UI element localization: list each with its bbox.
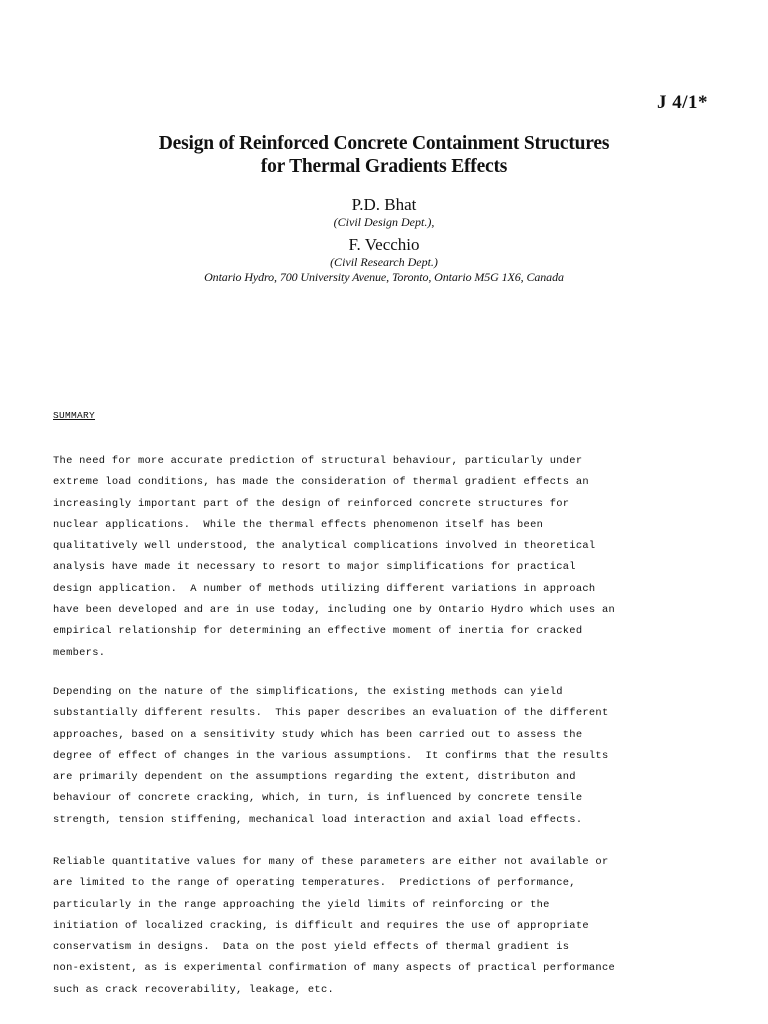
text-line: non-existent, as is experimental confirmation of many aspects of practical performance — [53, 962, 616, 975]
paper-title-line-1: Design of Reinforced Concrete Containment Structures — [158, 133, 610, 154]
author-affiliation: (Civil Design Dept.), — [333, 215, 435, 229]
text-line: strength, tension stiffening, mechanical load interaction and axial load effects. — [53, 813, 583, 826]
author-address: Ontario Hydro, 700 University Avenue, Toronto, Ontario M5G 1X6, Canada — [204, 270, 564, 284]
text-line: qualitatively well understood, the analytical complications involved in theoretical — [53, 540, 596, 553]
text-line: extreme load conditions, has made the consideration of thermal gradient effects an — [53, 476, 589, 489]
summary-paragraph — [53, 852, 693, 1001]
summary-heading: SUMMARY — [53, 410, 96, 421]
author-name: P.D. Bhat — [351, 195, 417, 214]
text-line: The need for more accurate prediction of structural behaviour, particularly under — [53, 455, 583, 467]
text-line: analysis have made it necessary to resort to major simplifications for practical — [53, 561, 576, 574]
text-line: Depending on the nature of the simplifications, the existing methods can yield — [53, 686, 563, 698]
paper-code: J 4/1* — [656, 92, 708, 113]
text-line: Reliable quantitative values for many of these parameters are either not available or — [53, 856, 609, 868]
text-line: design application. A number of methods utilizing different variations in approach — [53, 582, 596, 595]
text-line: initiation of localized cracking, is difficult and requires the use of appropriate — [53, 919, 589, 932]
text-line: nuclear applications. While the thermal effects phenomenon itself has been — [53, 518, 544, 531]
text-line: approaches, based on a sensitivity study which has been carried out to assess the — [53, 728, 583, 741]
text-line: substantially different results. This paper describes an evaluation of the different — [53, 707, 609, 720]
summary-paragraph — [53, 451, 693, 664]
text-line: increasingly important part of the design of reinforced concrete structures for — [53, 497, 570, 510]
text-line: members. — [53, 646, 106, 659]
text-line: particularly in the range approaching the yield limits of reinforcing or the — [53, 898, 550, 911]
author-name: F. Vecchio — [348, 235, 420, 254]
text-line: empirical relationship for determining an effective moment of inertia for cracked — [53, 625, 583, 638]
text-line: have been developed and are in use today, including one by Ontario Hydro which uses an — [53, 604, 616, 617]
summary-paragraph — [53, 682, 693, 831]
author-affiliation: (Civil Research Dept.) — [330, 255, 438, 269]
text-line: are primarily dependent on the assumptions regarding the extent, distributon and — [53, 771, 576, 784]
text-line: such as crack recoverability, leakage, etc. — [53, 983, 335, 996]
text-line: behaviour of concrete cracking, which, in turn, is influenced by concrete tensile — [53, 792, 583, 805]
text-line: conservatism in designs. Data on the post yield effects of thermal gradient is — [53, 941, 570, 954]
paper-title-line-2: for Thermal Gradients Effects — [260, 156, 508, 177]
text-line: degree of effect of changes in the various assumptions. It confirms that the results — [53, 749, 609, 762]
text-line: are limited to the range of operating temperatures. Predictions of performance, — [53, 877, 576, 890]
title-block — [0, 132, 768, 285]
